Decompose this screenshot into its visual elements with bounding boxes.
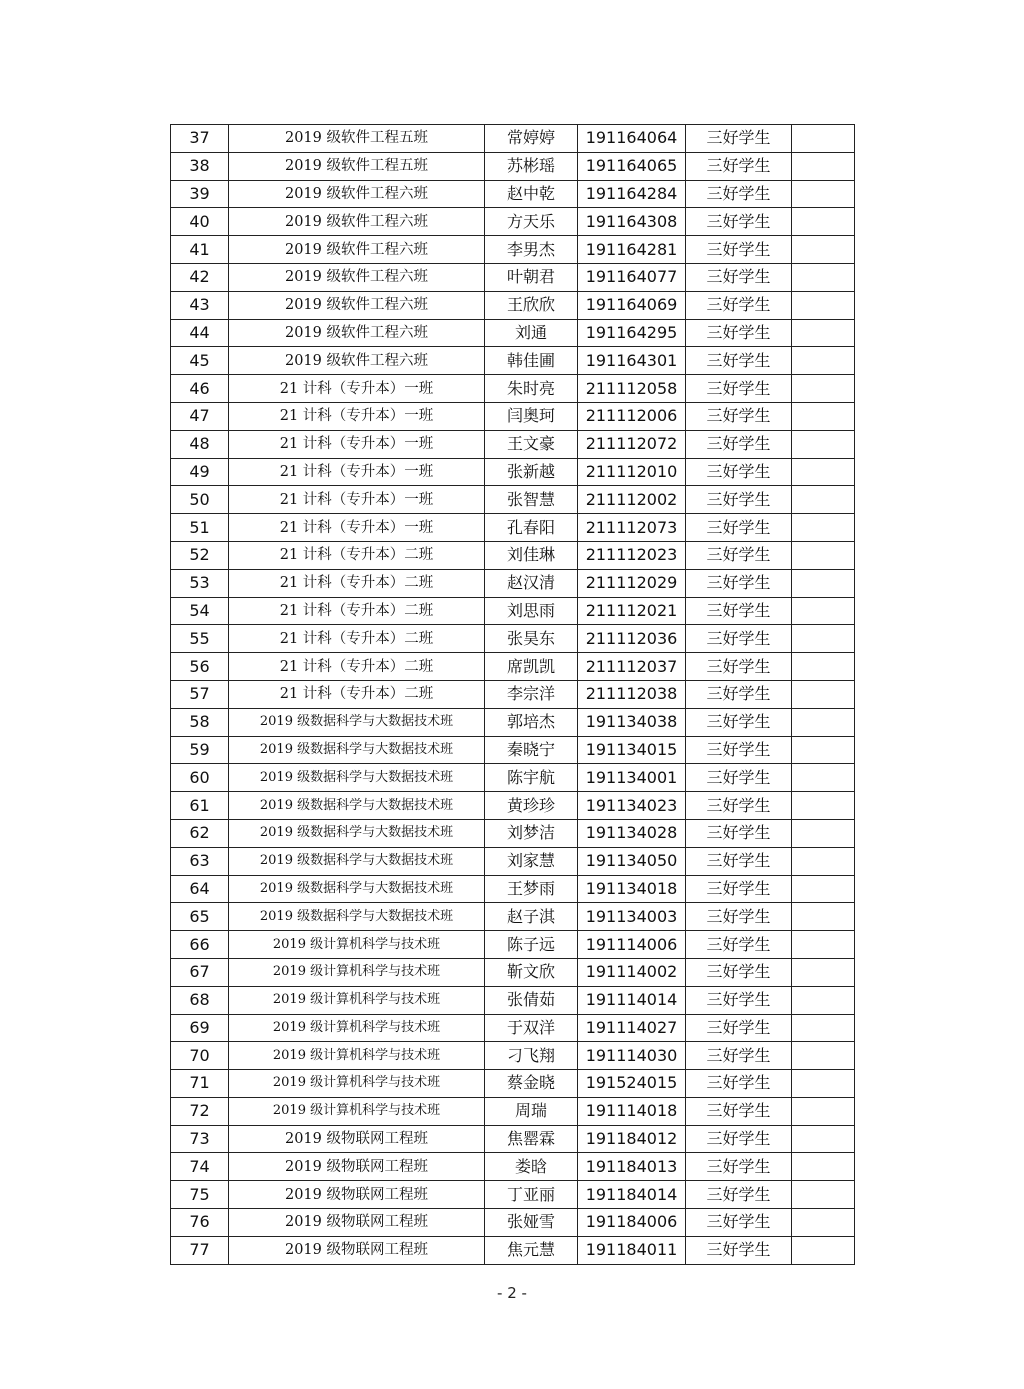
award-cell: 三好学生 — [686, 319, 792, 347]
note-cell — [792, 736, 855, 764]
note-cell — [792, 680, 855, 708]
row-number: 41 — [171, 236, 229, 264]
note-cell — [792, 236, 855, 264]
table-row — [171, 736, 855, 764]
student-id-cell: 191134015 — [578, 736, 686, 764]
student-id-cell: 191184006 — [578, 1209, 686, 1237]
table-row — [171, 1042, 855, 1070]
row-number: 65 — [171, 903, 229, 931]
note-cell — [792, 319, 855, 347]
note-cell — [792, 708, 855, 736]
award-cell: 三好学生 — [686, 180, 792, 208]
class-name-cell: 21 计科（专升本）一班 — [229, 430, 485, 458]
student-name-cell: 常婷婷 — [485, 125, 578, 153]
award-cell: 三好学生 — [686, 430, 792, 458]
student-id-cell: 191134003 — [578, 903, 686, 931]
note-cell — [792, 597, 855, 625]
note-cell — [792, 958, 855, 986]
row-number: 50 — [171, 486, 229, 514]
award-cell: 三好学生 — [686, 541, 792, 569]
table-row — [171, 958, 855, 986]
row-number: 69 — [171, 1014, 229, 1042]
row-number: 46 — [171, 375, 229, 403]
student-id-cell: 191184011 — [578, 1236, 686, 1264]
student-name-cell: 周瑞 — [485, 1097, 578, 1125]
award-cell: 三好学生 — [686, 375, 792, 403]
student-name-cell: 于双洋 — [485, 1014, 578, 1042]
student-name-cell: 王文豪 — [485, 430, 578, 458]
student-name-cell: 刘梦洁 — [485, 819, 578, 847]
student-id-cell: 191164295 — [578, 319, 686, 347]
student-id-cell: 191134018 — [578, 875, 686, 903]
award-cell: 三好学生 — [686, 958, 792, 986]
table-row — [171, 819, 855, 847]
row-number: 54 — [171, 597, 229, 625]
student-name-cell: 陈子远 — [485, 931, 578, 959]
student-name-cell: 秦晓宁 — [485, 736, 578, 764]
row-number: 45 — [171, 347, 229, 375]
student-name-cell: 娄晗 — [485, 1153, 578, 1181]
student-id-cell: 191114018 — [578, 1097, 686, 1125]
table-row — [171, 430, 855, 458]
note-cell — [792, 541, 855, 569]
row-number: 70 — [171, 1042, 229, 1070]
student-id-cell: 211112038 — [578, 680, 686, 708]
award-cell: 三好学生 — [686, 1209, 792, 1237]
student-name-cell: 赵中乾 — [485, 180, 578, 208]
student-id-cell: 211112023 — [578, 541, 686, 569]
row-number: 53 — [171, 569, 229, 597]
student-id-cell: 191164069 — [578, 291, 686, 319]
note-cell — [792, 625, 855, 653]
class-name-cell: 21 计科（专升本）一班 — [229, 514, 485, 542]
student-name-cell: 李宗洋 — [485, 680, 578, 708]
table-row — [171, 931, 855, 959]
student-id-cell: 191164065 — [578, 152, 686, 180]
note-cell — [792, 1236, 855, 1264]
note-cell — [792, 986, 855, 1014]
row-number: 48 — [171, 430, 229, 458]
note-cell — [792, 375, 855, 403]
table-row — [171, 1209, 855, 1237]
student-name-cell: 刘思雨 — [485, 597, 578, 625]
award-cell: 三好学生 — [686, 847, 792, 875]
row-number: 47 — [171, 402, 229, 430]
class-name-cell: 2019 级物联网工程班 — [229, 1236, 485, 1264]
note-cell — [792, 1042, 855, 1070]
class-name-cell: 21 计科（专升本）二班 — [229, 569, 485, 597]
student-name-cell: 蔡金晓 — [485, 1070, 578, 1098]
class-name-cell: 2019 级软件工程六班 — [229, 319, 485, 347]
row-number: 66 — [171, 931, 229, 959]
award-cell: 三好学生 — [686, 208, 792, 236]
student-id-cell: 211112058 — [578, 375, 686, 403]
row-number: 67 — [171, 958, 229, 986]
class-name-cell: 2019 级数据科学与大数据技术班 — [229, 819, 485, 847]
note-cell — [792, 402, 855, 430]
note-cell — [792, 931, 855, 959]
row-number: 62 — [171, 819, 229, 847]
table-row — [171, 569, 855, 597]
table-row — [171, 1181, 855, 1209]
award-cell: 三好学生 — [686, 931, 792, 959]
note-cell — [792, 263, 855, 291]
table-row — [171, 875, 855, 903]
student-name-cell: 靳文欣 — [485, 958, 578, 986]
table-row — [171, 152, 855, 180]
row-number: 37 — [171, 125, 229, 153]
row-number: 55 — [171, 625, 229, 653]
student-name-cell: 席凯凯 — [485, 653, 578, 681]
student-name-cell: 张智慧 — [485, 486, 578, 514]
table-row — [171, 125, 855, 153]
student-name-cell: 张昊东 — [485, 625, 578, 653]
award-cell: 三好学生 — [686, 986, 792, 1014]
row-number: 57 — [171, 680, 229, 708]
student-name-cell: 王欣欣 — [485, 291, 578, 319]
table-row — [171, 486, 855, 514]
note-cell — [792, 458, 855, 486]
student-id-cell: 191114006 — [578, 931, 686, 959]
student-id-cell: 191184012 — [578, 1125, 686, 1153]
student-name-cell: 黄珍珍 — [485, 792, 578, 820]
class-name-cell: 2019 级软件工程五班 — [229, 125, 485, 153]
table-row — [171, 1070, 855, 1098]
award-cell: 三好学生 — [686, 125, 792, 153]
table-row — [171, 653, 855, 681]
class-name-cell: 21 计科（专升本）二班 — [229, 625, 485, 653]
class-name-cell: 2019 级软件工程五班 — [229, 152, 485, 180]
award-cell: 三好学生 — [686, 486, 792, 514]
student-id-cell: 191114014 — [578, 986, 686, 1014]
student-id-cell: 211112021 — [578, 597, 686, 625]
student-id-cell: 191164077 — [578, 263, 686, 291]
award-cell: 三好学生 — [686, 903, 792, 931]
class-name-cell: 2019 级软件工程六班 — [229, 180, 485, 208]
note-cell — [792, 430, 855, 458]
note-cell — [792, 514, 855, 542]
table-row — [171, 1097, 855, 1125]
student-id-cell: 211112010 — [578, 458, 686, 486]
class-name-cell: 2019 级软件工程六班 — [229, 291, 485, 319]
row-number: 56 — [171, 653, 229, 681]
student-name-cell: 苏彬瑶 — [485, 152, 578, 180]
row-number: 42 — [171, 263, 229, 291]
class-name-cell: 2019 级计算机科学与技术班 — [229, 1014, 485, 1042]
student-id-cell: 191164301 — [578, 347, 686, 375]
table-row — [171, 792, 855, 820]
award-cell: 三好学生 — [686, 1042, 792, 1070]
award-cell: 三好学生 — [686, 1153, 792, 1181]
student-name-cell: 张倩茹 — [485, 986, 578, 1014]
class-name-cell: 2019 级数据科学与大数据技术班 — [229, 875, 485, 903]
student-id-cell: 191134001 — [578, 764, 686, 792]
table-row — [171, 625, 855, 653]
award-cell: 三好学生 — [686, 569, 792, 597]
award-cell: 三好学生 — [686, 680, 792, 708]
class-name-cell: 2019 级软件工程六班 — [229, 236, 485, 264]
table-row — [171, 1153, 855, 1181]
note-cell — [792, 180, 855, 208]
student-name-cell: 赵子淇 — [485, 903, 578, 931]
row-number: 71 — [171, 1070, 229, 1098]
class-name-cell: 2019 级软件工程六班 — [229, 347, 485, 375]
note-cell — [792, 125, 855, 153]
student-name-cell: 赵汉清 — [485, 569, 578, 597]
table-row — [171, 708, 855, 736]
student-name-cell: 叶朝君 — [485, 263, 578, 291]
row-number: 44 — [171, 319, 229, 347]
class-name-cell: 2019 级软件工程六班 — [229, 208, 485, 236]
award-cell: 三好学生 — [686, 1097, 792, 1125]
award-cell: 三好学生 — [686, 764, 792, 792]
row-number: 43 — [171, 291, 229, 319]
class-name-cell: 2019 级数据科学与大数据技术班 — [229, 708, 485, 736]
table-row — [171, 180, 855, 208]
class-name-cell: 2019 级物联网工程班 — [229, 1153, 485, 1181]
class-name-cell: 2019 级计算机科学与技术班 — [229, 1097, 485, 1125]
student-name-cell: 朱时亮 — [485, 375, 578, 403]
class-name-cell: 2019 级物联网工程班 — [229, 1125, 485, 1153]
student-id-cell: 191134038 — [578, 708, 686, 736]
award-cell: 三好学生 — [686, 792, 792, 820]
student-id-cell: 191114030 — [578, 1042, 686, 1070]
row-number: 60 — [171, 764, 229, 792]
class-name-cell: 2019 级数据科学与大数据技术班 — [229, 764, 485, 792]
student-name-cell: 焦罂霖 — [485, 1125, 578, 1153]
class-name-cell: 21 计科（专升本）二班 — [229, 597, 485, 625]
student-id-cell: 191134028 — [578, 819, 686, 847]
table-row — [171, 402, 855, 430]
row-number: 64 — [171, 875, 229, 903]
note-cell — [792, 764, 855, 792]
row-number: 77 — [171, 1236, 229, 1264]
table-row — [171, 1014, 855, 1042]
table-row — [171, 375, 855, 403]
award-cell: 三好学生 — [686, 402, 792, 430]
table-row — [171, 680, 855, 708]
note-cell — [792, 1125, 855, 1153]
note-cell — [792, 847, 855, 875]
note-cell — [792, 653, 855, 681]
class-name-cell: 2019 级物联网工程班 — [229, 1209, 485, 1237]
class-name-cell: 2019 级计算机科学与技术班 — [229, 958, 485, 986]
student-id-cell: 191184013 — [578, 1153, 686, 1181]
note-cell — [792, 819, 855, 847]
award-list-table — [170, 124, 855, 1265]
award-cell: 三好学生 — [686, 1014, 792, 1042]
note-cell — [792, 1153, 855, 1181]
award-cell: 三好学生 — [686, 152, 792, 180]
class-name-cell: 21 计科（专升本）一班 — [229, 402, 485, 430]
note-cell — [792, 291, 855, 319]
award-cell: 三好学生 — [686, 291, 792, 319]
table-row — [171, 291, 855, 319]
award-cell: 三好学生 — [686, 263, 792, 291]
class-name-cell: 2019 级计算机科学与技术班 — [229, 1042, 485, 1070]
student-name-cell: 刘佳琳 — [485, 541, 578, 569]
award-cell: 三好学生 — [686, 347, 792, 375]
class-name-cell: 21 计科（专升本）二班 — [229, 653, 485, 681]
class-name-cell: 21 计科（专升本）一班 — [229, 375, 485, 403]
student-name-cell: 刁飞翔 — [485, 1042, 578, 1070]
row-number: 52 — [171, 541, 229, 569]
class-name-cell: 2019 级数据科学与大数据技术班 — [229, 736, 485, 764]
row-number: 75 — [171, 1181, 229, 1209]
table-row — [171, 847, 855, 875]
note-cell — [792, 486, 855, 514]
table-row — [171, 208, 855, 236]
student-name-cell: 丁亚丽 — [485, 1181, 578, 1209]
table-row — [171, 597, 855, 625]
note-cell — [792, 1181, 855, 1209]
student-name-cell: 张新越 — [485, 458, 578, 486]
student-name-cell: 陈宇航 — [485, 764, 578, 792]
student-name-cell: 李男杰 — [485, 236, 578, 264]
award-cell: 三好学生 — [686, 653, 792, 681]
row-number: 76 — [171, 1209, 229, 1237]
award-cell: 三好学生 — [686, 597, 792, 625]
note-cell — [792, 1014, 855, 1042]
table-row — [171, 514, 855, 542]
award-cell: 三好学生 — [686, 625, 792, 653]
student-id-cell: 211112002 — [578, 486, 686, 514]
student-name-cell: 韩佳圃 — [485, 347, 578, 375]
class-name-cell: 2019 级计算机科学与技术班 — [229, 931, 485, 959]
table-body — [171, 125, 855, 1265]
table-row — [171, 541, 855, 569]
student-id-cell: 191524015 — [578, 1070, 686, 1098]
student-id-cell: 191114027 — [578, 1014, 686, 1042]
page-number: - 2 - — [497, 1284, 527, 1302]
student-id-cell: 191164308 — [578, 208, 686, 236]
student-name-cell: 郭培杰 — [485, 708, 578, 736]
student-id-cell: 191164064 — [578, 125, 686, 153]
table-row — [171, 458, 855, 486]
note-cell — [792, 208, 855, 236]
row-number: 73 — [171, 1125, 229, 1153]
row-number: 74 — [171, 1153, 229, 1181]
student-id-cell: 191184014 — [578, 1181, 686, 1209]
award-cell: 三好学生 — [686, 1236, 792, 1264]
class-name-cell: 2019 级数据科学与大数据技术班 — [229, 847, 485, 875]
student-id-cell: 191134050 — [578, 847, 686, 875]
table-row — [171, 319, 855, 347]
note-cell — [792, 1070, 855, 1098]
table-row — [171, 903, 855, 931]
class-name-cell: 2019 级计算机科学与技术班 — [229, 986, 485, 1014]
student-id-cell: 211112072 — [578, 430, 686, 458]
note-cell — [792, 347, 855, 375]
student-name-cell: 焦元慧 — [485, 1236, 578, 1264]
class-name-cell: 2019 级物联网工程班 — [229, 1181, 485, 1209]
student-id-cell: 191164284 — [578, 180, 686, 208]
award-cell: 三好学生 — [686, 458, 792, 486]
table-row — [171, 764, 855, 792]
row-number: 72 — [171, 1097, 229, 1125]
row-number: 63 — [171, 847, 229, 875]
award-cell: 三好学生 — [686, 736, 792, 764]
note-cell — [792, 1097, 855, 1125]
table-row — [171, 1236, 855, 1264]
class-name-cell: 2019 级计算机科学与技术班 — [229, 1070, 485, 1098]
table-row — [171, 986, 855, 1014]
table-row — [171, 263, 855, 291]
class-name-cell: 2019 级数据科学与大数据技术班 — [229, 903, 485, 931]
note-cell — [792, 792, 855, 820]
class-name-cell: 21 计科（专升本）一班 — [229, 486, 485, 514]
student-id-cell: 191164281 — [578, 236, 686, 264]
student-name-cell: 方天乐 — [485, 208, 578, 236]
award-cell: 三好学生 — [686, 514, 792, 542]
class-name-cell: 2019 级数据科学与大数据技术班 — [229, 792, 485, 820]
award-cell: 三好学生 — [686, 819, 792, 847]
class-name-cell: 2019 级软件工程六班 — [229, 263, 485, 291]
student-id-cell: 211112037 — [578, 653, 686, 681]
award-cell: 三好学生 — [686, 1125, 792, 1153]
student-name-cell: 张娅雪 — [485, 1209, 578, 1237]
student-id-cell: 191134023 — [578, 792, 686, 820]
student-id-cell: 191114002 — [578, 958, 686, 986]
table-row — [171, 236, 855, 264]
student-name-cell: 刘家慧 — [485, 847, 578, 875]
student-id-cell: 211112029 — [578, 569, 686, 597]
award-cell: 三好学生 — [686, 1181, 792, 1209]
row-number: 51 — [171, 514, 229, 542]
table-row — [171, 1125, 855, 1153]
note-cell — [792, 1209, 855, 1237]
student-name-cell: 刘通 — [485, 319, 578, 347]
row-number: 38 — [171, 152, 229, 180]
student-name-cell: 闫奥珂 — [485, 402, 578, 430]
class-name-cell: 21 计科（专升本）二班 — [229, 541, 485, 569]
table-row — [171, 347, 855, 375]
student-id-cell: 211112006 — [578, 402, 686, 430]
row-number: 39 — [171, 180, 229, 208]
row-number: 68 — [171, 986, 229, 1014]
class-name-cell: 21 计科（专升本）一班 — [229, 458, 485, 486]
award-cell: 三好学生 — [686, 708, 792, 736]
student-name-cell: 孔春阳 — [485, 514, 578, 542]
note-cell — [792, 152, 855, 180]
row-number: 49 — [171, 458, 229, 486]
row-number: 59 — [171, 736, 229, 764]
student-id-cell: 211112073 — [578, 514, 686, 542]
row-number: 61 — [171, 792, 229, 820]
award-cell: 三好学生 — [686, 1070, 792, 1098]
award-cell: 三好学生 — [686, 875, 792, 903]
row-number: 40 — [171, 208, 229, 236]
note-cell — [792, 569, 855, 597]
class-name-cell: 21 计科（专升本）二班 — [229, 680, 485, 708]
note-cell — [792, 875, 855, 903]
note-cell — [792, 903, 855, 931]
student-id-cell: 211112036 — [578, 625, 686, 653]
award-cell: 三好学生 — [686, 236, 792, 264]
row-number: 58 — [171, 708, 229, 736]
student-name-cell: 王梦雨 — [485, 875, 578, 903]
